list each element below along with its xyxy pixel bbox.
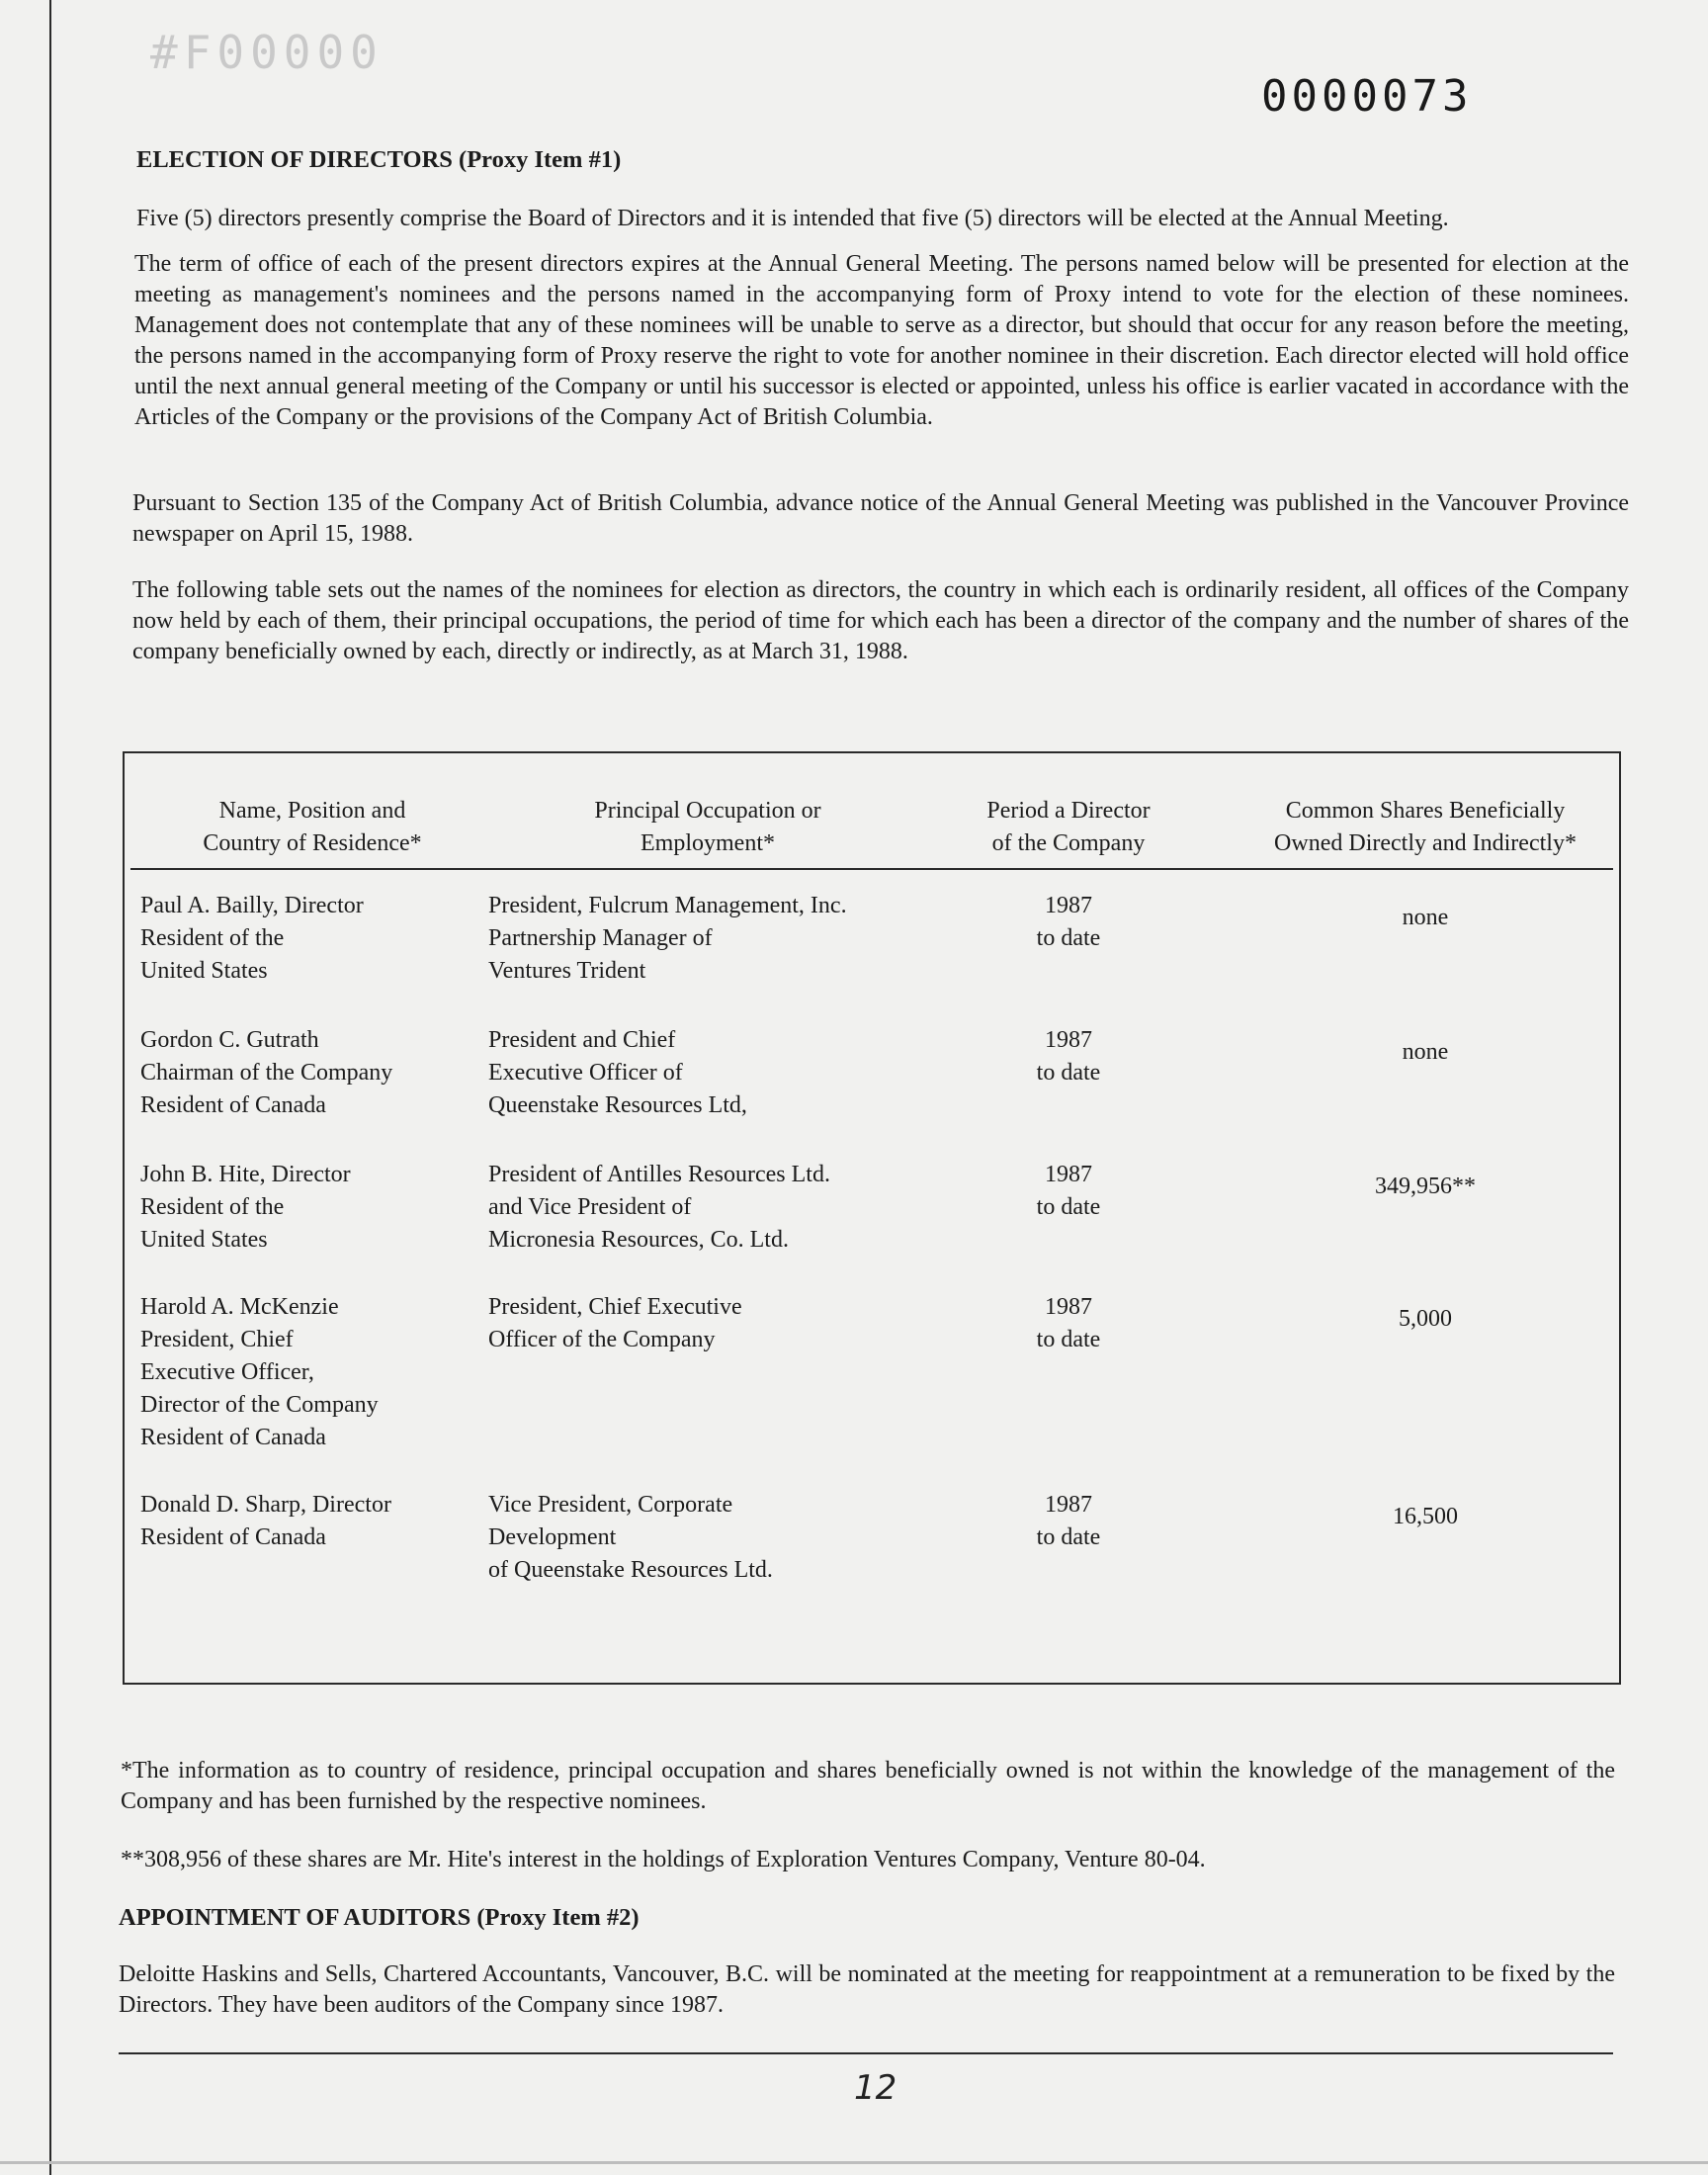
cell-name: Donald D. Sharp, Director Resident of Canada <box>140 1492 391 1550</box>
header-occupation: Principal Occupation or Employment* <box>594 798 821 856</box>
cell-occupation: Vice President, Corporate Development of Queenstake Resources Ltd. <box>488 1492 773 1583</box>
footnote-2: **308,956 of these shares are Mr. Hite's interest in the holdings of Exploration Ventures Company, Venture 80-04. <box>121 1847 1206 1872</box>
header-period: Period a Director of the Company <box>986 798 1151 856</box>
cell-name: Harold A. McKenzie President, Chief Executive Officer, Director of the Company Resident of Canada <box>140 1294 379 1450</box>
left-margin-rule <box>49 0 51 2175</box>
cell-occupation: President of Antilles Resources Ltd. and Vice President of Micronesia Resources, Co. Ltd. <box>488 1162 830 1253</box>
auditors-paragraph: Deloitte Haskins and Sells, Chartered Accountants, Vancouver, B.C. will be nominated at the meeting for reappointment at a remuneration to be fixed by the Directors. They have been auditors of the Company since 1987. <box>119 1961 1615 2018</box>
cell-name: Paul A. Bailly, Director Resident of the United States <box>140 893 364 984</box>
cell-shares: none <box>1402 905 1449 930</box>
cell-period: 1987 to date <box>1036 1162 1101 1220</box>
cell-name: Gordon C. Gutrath Chairman of the Company Resident of Canada <box>140 1027 393 1118</box>
cell-shares: none <box>1402 1039 1449 1065</box>
cell-period: 1987 to date <box>1036 1492 1101 1550</box>
footer-rule <box>119 2052 1613 2054</box>
cell-occupation: President and Chief Executive Officer of Queenstake Resources Ltd, <box>488 1027 747 1118</box>
election-paragraph-2: The term of office of each of the present directors expires at the Annual General Meeting. The persons named below will be presented for election at the meeting as management's nominees and the persons named in the accompanying form of Proxy intend to vote for the election of these nominees. Management does not contemplate that any of these nominees will be unable to serve as a director, but should that occur for any reason before the meeting, the persons named in the accompanying form of Proxy reserve the right to vote for another nominee in their discretion. Each director elected will hold office until the next annual general meeting of the Company or until his successor is elected or appointed, unless his office is earlier vacated in accordance with the Articles of the Company or the provisions of the Company Act of British Columbia. <box>134 251 1629 430</box>
election-paragraph-3: Pursuant to Section 135 of the Company Act of British Columbia, advance notice of the Annual General Meeting was published in the Vancouver Province newspaper on April 15, 1988. <box>132 490 1629 547</box>
document-number: 0000073 <box>1261 71 1473 122</box>
header-divider <box>130 868 1613 870</box>
cell-period: 1987 to date <box>1036 1027 1101 1086</box>
page-number: 12 <box>854 2068 897 2108</box>
cell-occupation: President, Chief Executive Officer of the Company <box>488 1294 742 1352</box>
cell-period: 1987 to date <box>1036 893 1101 951</box>
election-heading: ELECTION OF DIRECTORS (Proxy Item #1) <box>136 146 622 173</box>
election-paragraph-4: The following table sets out the names of the nominees for election as directors, the country in which each is ordinarily resident, all offices of the Company now held by each of them, their principal occupations, the period of time for which each has been a director of the company and the number of shares of the company beneficially owned by each, directly or indirectly, as at March 31, 1988. <box>132 577 1629 664</box>
cell-shares: 5,000 <box>1399 1306 1452 1332</box>
cell-name: John B. Hite, Director Resident of the United States <box>140 1162 351 1253</box>
cell-shares: 16,500 <box>1393 1504 1458 1529</box>
page-bottom-edge <box>0 2161 1708 2164</box>
cell-shares: 349,956** <box>1375 1174 1476 1199</box>
header-shares: Common Shares Beneficially Owned Directly and Indirectly* <box>1274 798 1577 856</box>
header-name: Name, Position and Country of Residence* <box>203 798 422 856</box>
nominees-table <box>123 751 1621 1685</box>
auditors-heading: APPOINTMENT OF AUDITORS (Proxy Item #2) <box>119 1904 640 1931</box>
cell-occupation: President, Fulcrum Management, Inc. Partnership Manager of Ventures Trident <box>488 893 847 984</box>
cell-period: 1987 to date <box>1036 1294 1101 1352</box>
election-paragraph-1: Five (5) directors presently comprise the Board of Directors and it is intended that five (5) directors will be elected at the Annual Meeting. <box>136 206 1449 231</box>
faint-stamp-mark: #F00000 <box>150 26 384 79</box>
footnote-1: *The information as to country of residence, principal occupation and shares beneficially owned is not within the knowledge of the management of the Company and has been furnished by the respective nominees. <box>121 1758 1615 1814</box>
